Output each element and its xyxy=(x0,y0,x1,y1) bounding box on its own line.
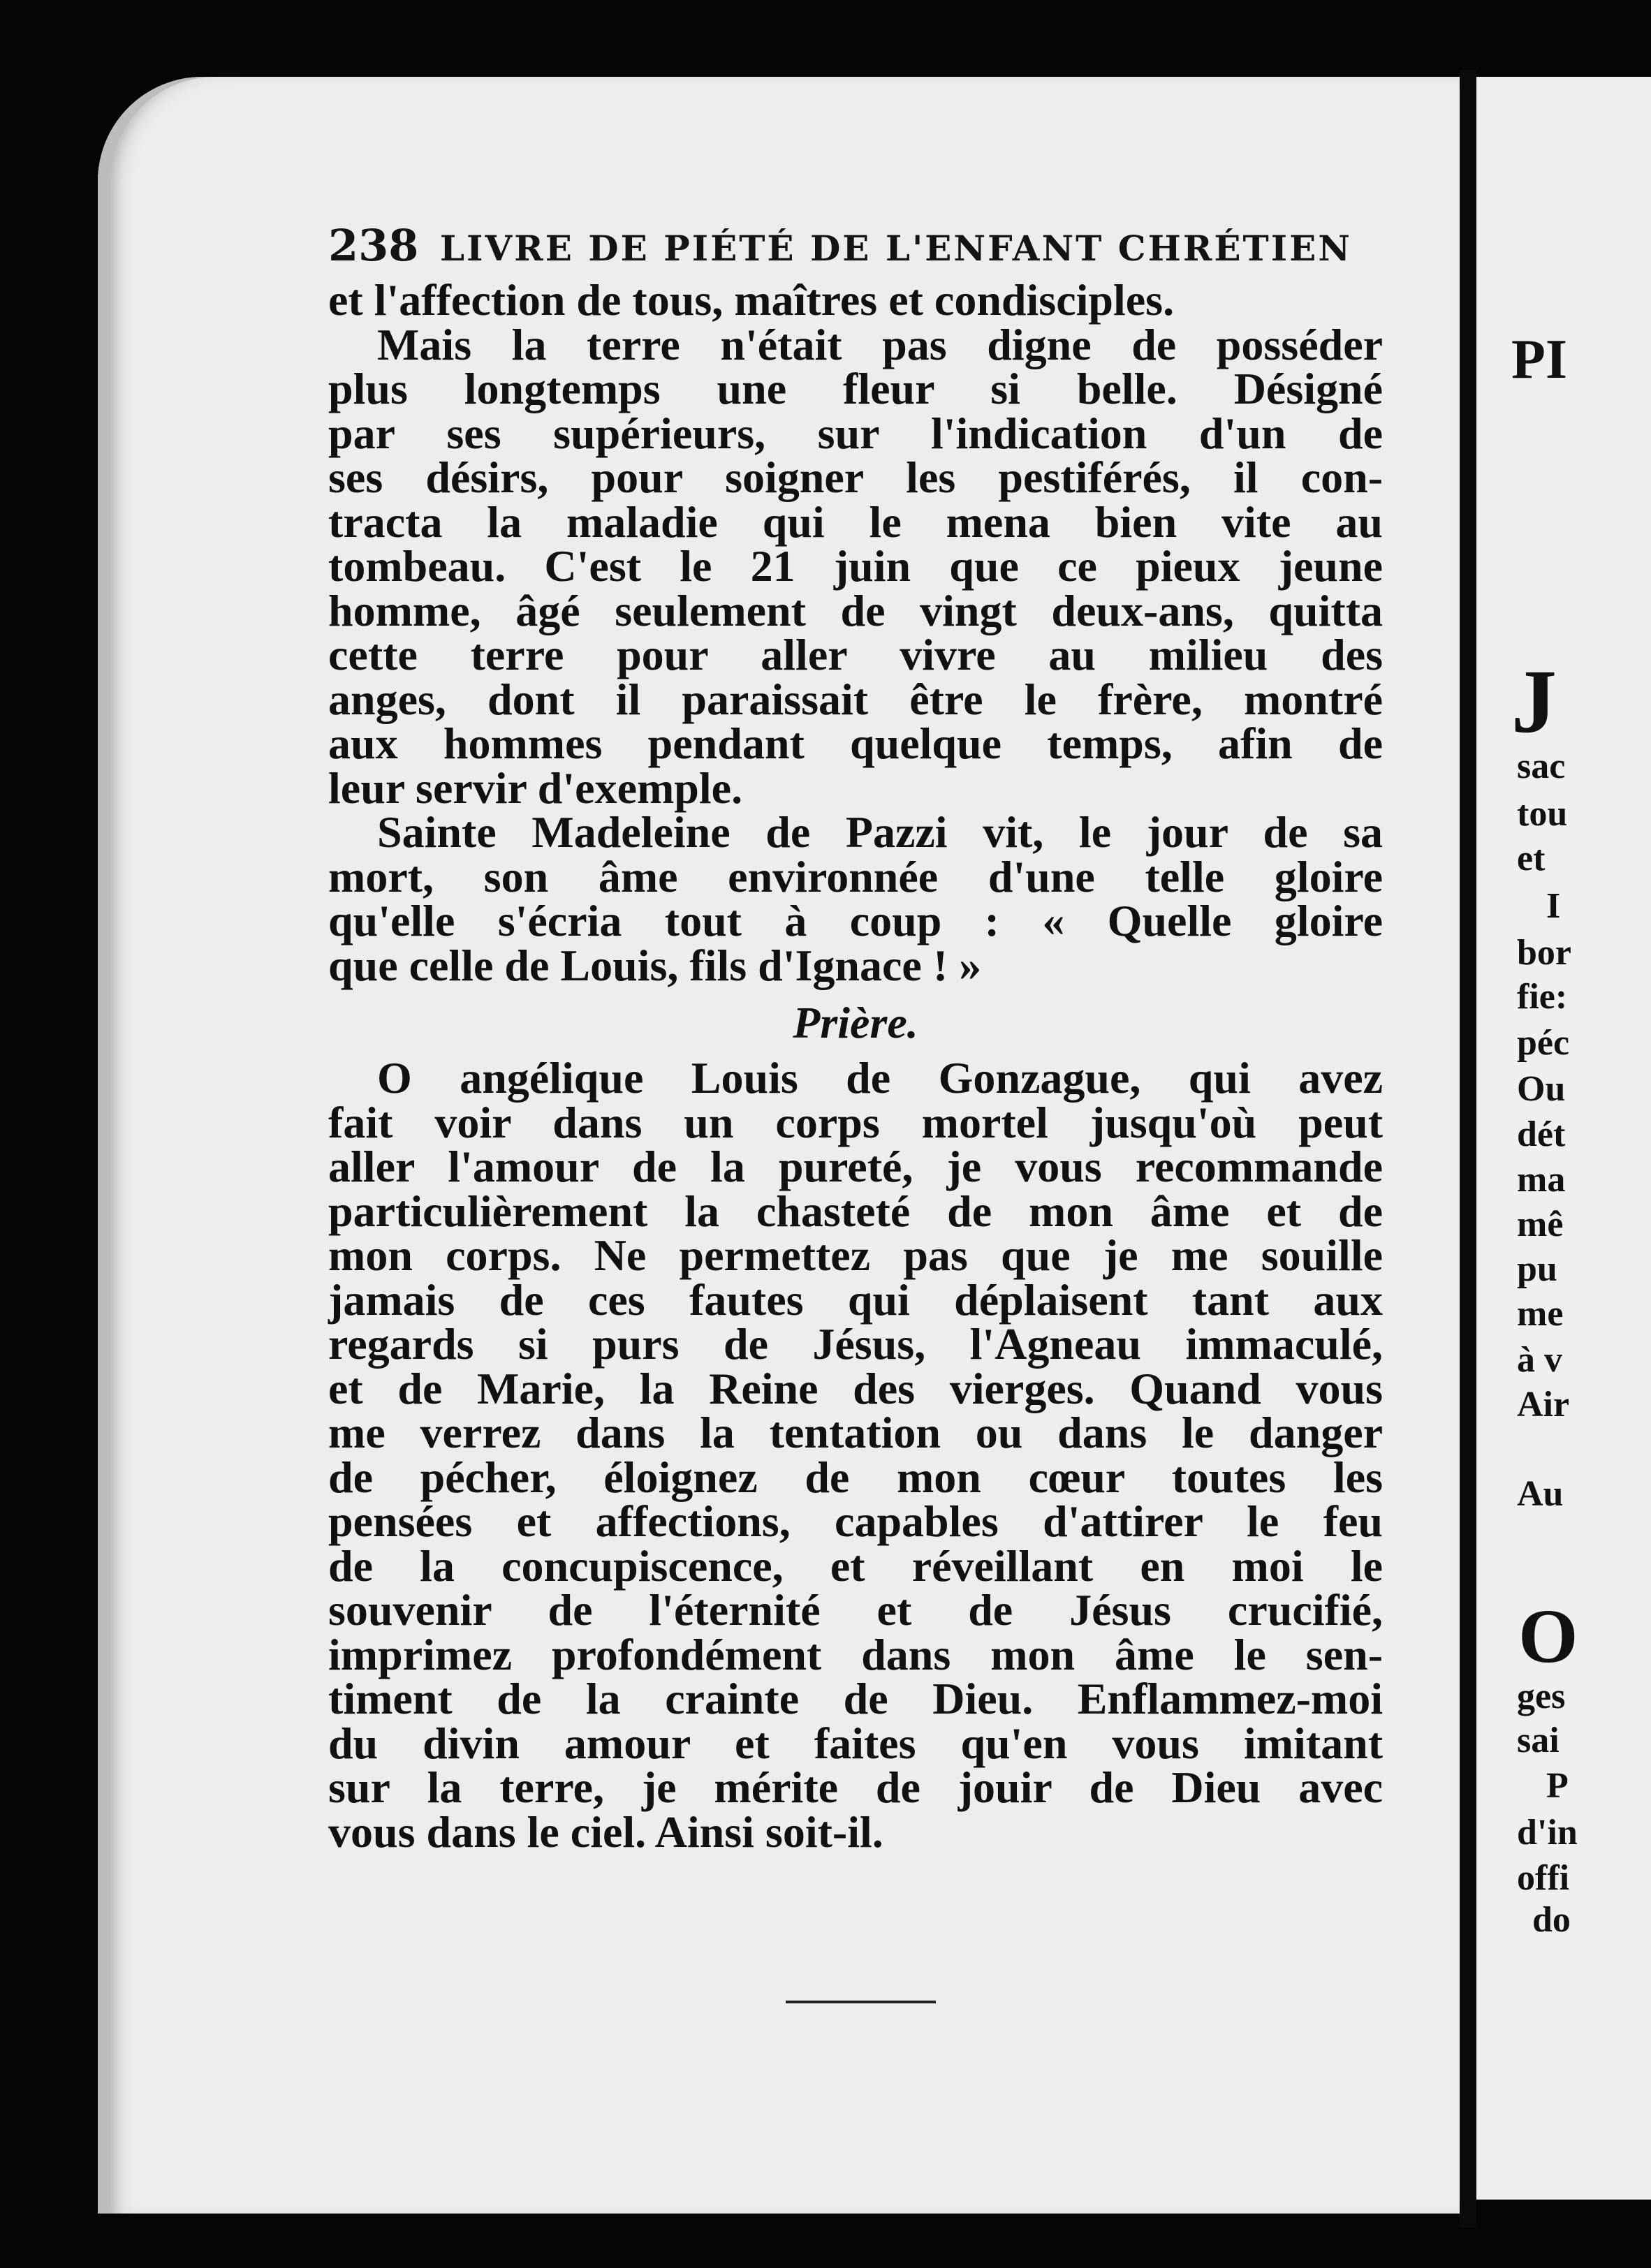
text-line: du divin amour et faites qu'en vous imitant xyxy=(328,1718,1383,1768)
running-head xyxy=(328,220,1383,271)
text-line: fait voir dans un corps mortel jusqu'où peut xyxy=(328,1097,1383,1147)
right-page-fragment: do xyxy=(1532,1900,1571,1940)
paragraph xyxy=(328,807,1383,990)
right-page-fragment: Air xyxy=(1517,1385,1570,1424)
prayer-heading: Prière. xyxy=(793,998,918,1047)
text-line: de la concupiscence, et réveillant en moi le xyxy=(328,1540,1383,1591)
right-page-fragment: P xyxy=(1546,1766,1569,1806)
prayer-text xyxy=(328,1053,1383,1857)
text-line: mon corps. Ne permettez pas que je me souille xyxy=(328,1230,1383,1280)
text-line: O angélique Louis de Gonzague, qui avez xyxy=(377,1053,1383,1103)
book-gutter xyxy=(1460,70,1476,2228)
right-page-fragment: ges xyxy=(1517,1677,1566,1716)
text-line: plus longtemps une fleur si belle. Désigné xyxy=(328,364,1383,413)
text-line: Sainte Madeleine de Pazzi vit, le jour de sa xyxy=(377,807,1383,857)
text-line: jamais de ces fautes qui déplaisent tant aux xyxy=(328,1274,1383,1325)
right-page-fragment: J xyxy=(1511,651,1557,752)
right-page-fragment: sai xyxy=(1517,1721,1560,1760)
right-page xyxy=(1476,77,1651,2200)
right-page-fragment: ma xyxy=(1517,1160,1566,1200)
text-line: vous dans le ciel. Ainsi soit-il. xyxy=(328,1806,883,1857)
text-line: pensées et affections, capables d'attirer le feu xyxy=(328,1496,1383,1546)
text-line: sur la terre, je mérite de jouir de Dieu avec xyxy=(328,1762,1383,1812)
text-line: par ses supérieurs, sur l'indication d'un de xyxy=(328,408,1383,458)
right-page-fragment: me xyxy=(1517,1294,1564,1334)
text-line: aller l'amour de la pureté, je vous recommande xyxy=(328,1142,1383,1191)
right-page-fragment: fie: xyxy=(1517,977,1568,1017)
text-line: de pécher, éloignez de mon cœur toutes les xyxy=(328,1452,1383,1502)
text-line: et de Marie, la Reine des vierges. Quand vous xyxy=(328,1363,1383,1413)
text-line: timent de la crainte de Dieu. Enflammez-moi xyxy=(328,1674,1383,1723)
paragraph xyxy=(328,275,1383,325)
text-line: et l'affection de tous, maîtres et condisciples. xyxy=(328,275,1175,325)
right-page-fragment: à v xyxy=(1517,1340,1562,1380)
right-page-fragment: pu xyxy=(1517,1249,1557,1289)
text-line: regards si purs de Jésus, l'Agneau immaculé, xyxy=(328,1319,1383,1369)
text-line: cette terre pour aller vivre au milieu des xyxy=(328,630,1383,679)
right-page-fragment: mê xyxy=(1517,1205,1564,1244)
text-line: anges, dont il paraissait être le frère, montré xyxy=(328,674,1383,724)
right-page-fragment: O xyxy=(1518,1593,1578,1679)
text-line: homme, âgé seulement de vingt deux-ans, quitta xyxy=(328,585,1383,635)
right-page-fragment: Ou xyxy=(1517,1069,1566,1109)
right-page-fragment: Au xyxy=(1517,1474,1564,1514)
text-line: imprimez profondément dans mon âme le sen- xyxy=(328,1629,1383,1679)
text-line: particulièrement la chasteté de mon âme et de xyxy=(328,1186,1383,1236)
right-page-fragment: tou xyxy=(1517,794,1568,834)
end-rule xyxy=(786,2001,936,2003)
running-title: LIVRE DE PIÉTÉ DE L'ENFANT CHRÉTIEN xyxy=(439,228,1352,269)
text-line: tombeau. C'est le 21 juin que ce pieux jeune xyxy=(328,541,1383,591)
right-page-fragment: et xyxy=(1517,839,1546,878)
text-line: que celle de Louis, fils d'Ignace ! » xyxy=(328,940,982,990)
right-page-fragment: dét xyxy=(1517,1114,1566,1154)
left-page-content xyxy=(328,220,1383,1857)
text-line: leur servir d'exemple. xyxy=(328,763,743,813)
right-page-fragment: d'in xyxy=(1517,1813,1578,1853)
text-line: Mais la terre n'était pas digne de posséder xyxy=(377,319,1383,369)
right-page-fragment: sac xyxy=(1517,746,1566,786)
text-line: souvenir de l'éternité et de Jésus crucifié, xyxy=(328,1585,1383,1635)
body-text xyxy=(328,275,1383,990)
right-page-fragment: I xyxy=(1546,886,1561,926)
right-page-fragment: offi xyxy=(1517,1858,1570,1898)
text-line: me verrez dans la tentation ou dans le danger xyxy=(328,1408,1383,1457)
right-page-fragment: PI xyxy=(1511,329,1567,390)
page-number: 238 xyxy=(328,220,419,271)
text-line: tracta la maladie qui le mena bien vite au xyxy=(328,496,1383,547)
text-line: mort, son âme environnée d'une telle gloire xyxy=(328,851,1383,901)
text-line: ses désirs, pour soigner les pestiférés, il con- xyxy=(328,452,1383,502)
right-page-fragment: bor xyxy=(1517,933,1571,973)
text-line: aux hommes pendant quelque temps, afin de xyxy=(328,719,1383,768)
paragraph xyxy=(328,319,1383,813)
text-line: qu'elle s'écria tout à coup : « Quelle gloire xyxy=(328,896,1383,945)
right-page-fragment: péc xyxy=(1517,1023,1570,1063)
